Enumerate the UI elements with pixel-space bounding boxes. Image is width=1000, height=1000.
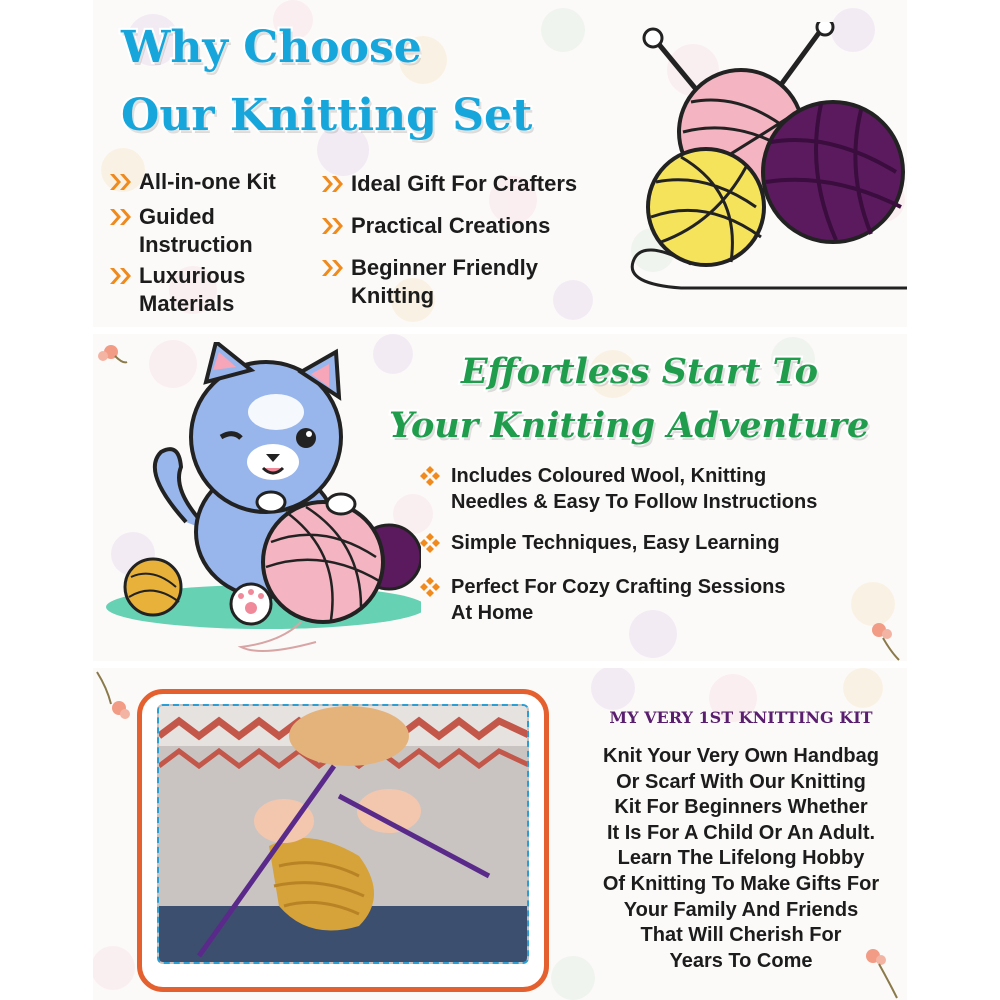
diamond-quad-icon	[419, 576, 441, 598]
knitting-photo-illustration	[159, 706, 529, 964]
hands-knitting-photo	[157, 704, 529, 964]
double-chevron-icon	[109, 172, 133, 192]
bullet-text: At Home	[451, 602, 534, 624]
kit-description-line: Learn The Lifelong Hobby	[617, 847, 865, 870]
section2-title-line1: Effortless Start To	[461, 351, 819, 392]
feature-item	[321, 212, 550, 240]
why-choose-section	[93, 0, 907, 327]
feature-label: Beginner Friendly	[351, 255, 539, 280]
section1-title-line1: Why Choose	[121, 22, 422, 73]
blue-kitten-with-yarn-icon	[101, 342, 421, 657]
section2-title-line2: Your Knitting Adventure	[389, 405, 870, 446]
feature-bullet	[419, 574, 786, 626]
bullet-text: Simple Techniques, Easy Learning	[451, 532, 780, 554]
kit-description-line: Knit Your Very Own Handbag	[603, 745, 879, 767]
kit-description-line: That Will Cherish For	[640, 924, 842, 947]
double-chevron-icon	[321, 216, 345, 236]
flower-icon	[872, 623, 899, 660]
effortless-start-section	[93, 334, 907, 661]
bullet-text: Perfect For Cozy Crafting Sessions	[451, 576, 786, 598]
feature-label: Guided	[139, 204, 215, 229]
double-chevron-icon	[321, 174, 345, 194]
bullet-text: Needles & Easy To Follow Instructions	[451, 491, 818, 513]
feature-label: Practical Creations	[351, 213, 551, 238]
feature-item	[109, 168, 276, 196]
feature-label: Materials	[139, 291, 235, 316]
kit-description-line: It Is For A Child Or An Adult.	[606, 821, 876, 844]
flower-icon	[97, 672, 130, 719]
feature-item	[109, 203, 253, 259]
kit-description-line: Years To Come	[669, 949, 813, 972]
section1-title-line2: Our Knitting Set	[121, 90, 533, 141]
knitting-kit-section	[93, 668, 907, 1000]
feature-bullet	[419, 463, 817, 515]
feature-label: Instruction	[139, 232, 253, 257]
double-chevron-icon	[321, 258, 345, 278]
bullet-text: Includes Coloured Wool, Knitting	[451, 465, 767, 487]
double-chevron-icon	[109, 207, 133, 227]
feature-bullet	[419, 530, 780, 556]
feature-item	[321, 254, 538, 310]
double-chevron-icon	[109, 266, 133, 286]
diamond-quad-icon	[419, 465, 441, 487]
kit-description-line: Or Scarf With Our Knitting	[616, 770, 866, 793]
kit-description-line: Kit For Beginners Whether	[614, 796, 868, 819]
feature-item	[109, 262, 245, 318]
feature-label: All-in-one Kit	[139, 169, 276, 194]
feature-label: Knitting	[351, 283, 435, 308]
feature-label: Ideal Gift For Crafters	[351, 171, 578, 196]
diamond-quad-icon	[419, 532, 441, 554]
feature-label: Luxurious	[139, 263, 246, 288]
yarn-balls-with-needles-icon	[621, 22, 907, 327]
kit-description-line: Your Family And Friends	[623, 898, 859, 921]
feature-item	[321, 170, 577, 198]
kit-description-line: Of Knitting To Make Gifts For	[602, 873, 880, 895]
kit-title: MY VERY 1ST KNITTING KIT	[609, 708, 873, 727]
